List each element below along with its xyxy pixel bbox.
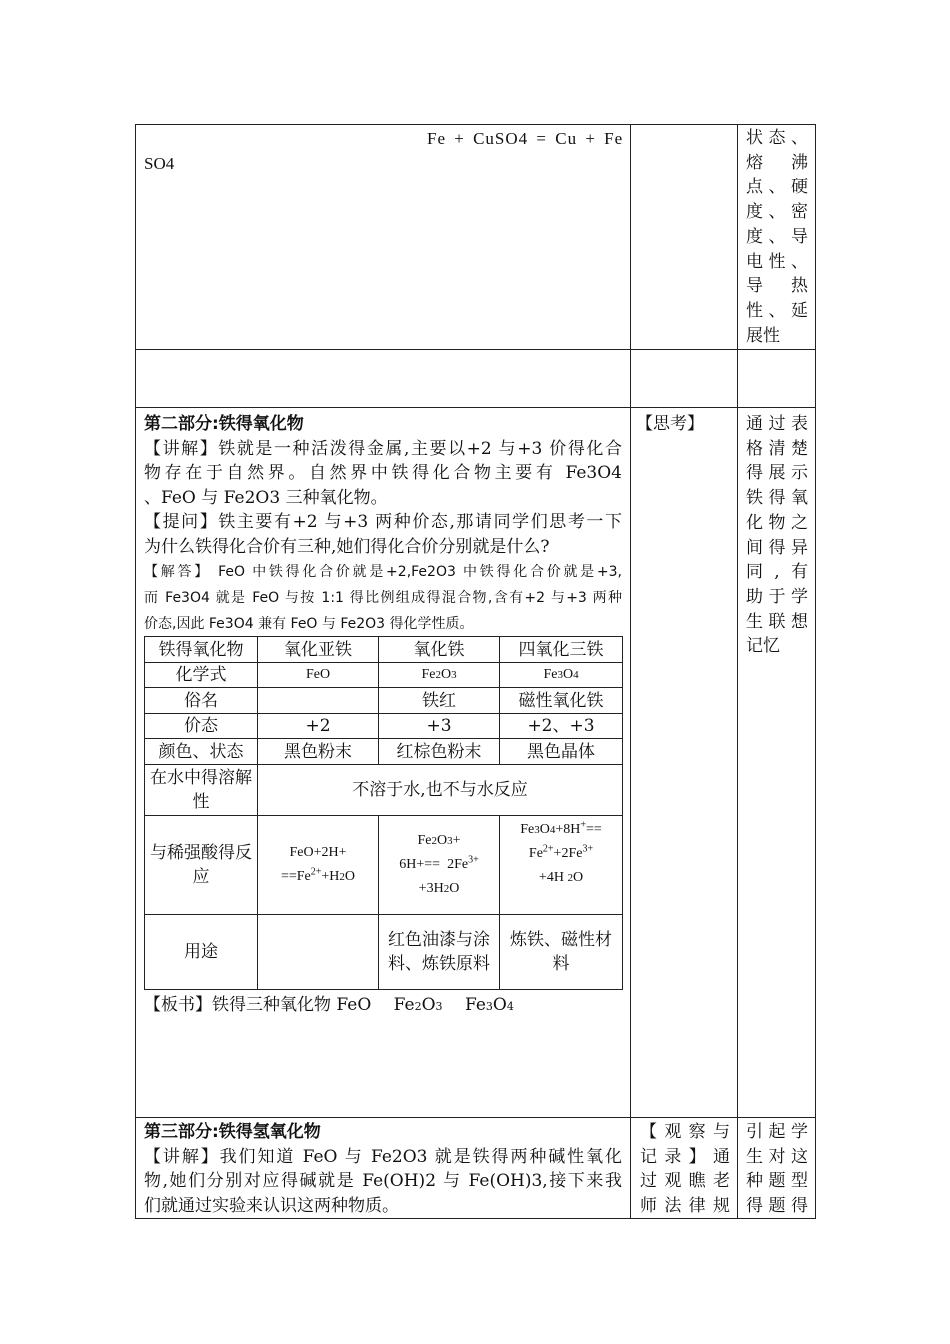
part3-heading: 第三部分:铁得氢氧化物 bbox=[144, 1122, 321, 1142]
intent-line: 得展示 bbox=[746, 463, 808, 484]
table-row bbox=[145, 915, 623, 990]
equation-line-1: Fe + CuSO4 = Cu + Fe bbox=[427, 129, 624, 148]
header-cell: 四氧化三铁 bbox=[500, 637, 623, 663]
table-right-border bbox=[815, 124, 816, 1219]
design-intent bbox=[746, 412, 808, 659]
activity-line: 【观察与 bbox=[640, 1122, 730, 1142]
student-activity-observe bbox=[640, 1120, 730, 1218]
intent-line: 种题型 bbox=[746, 1171, 808, 1192]
intent-line: 助于学 bbox=[746, 586, 808, 607]
intent-line: 化物之 bbox=[746, 512, 808, 533]
board-note: 【板书】铁得三种氧化物 FeO Fe2O3 Fe3O4 bbox=[144, 995, 514, 1015]
table-left-border bbox=[135, 124, 136, 1219]
answer-line: 价态,因此 Fe3O4 兼有 FeO 与 Fe2O3 得化学性质。 bbox=[144, 616, 474, 632]
note-line: 熔 沸 bbox=[746, 152, 808, 173]
intent-line: 通过表 bbox=[746, 414, 808, 434]
part2-content bbox=[144, 412, 622, 637]
note-line: 展性 bbox=[746, 325, 780, 346]
formula-cell: Fe2O3 bbox=[379, 663, 500, 688]
table-row bbox=[145, 688, 623, 714]
note-line: 电性、 bbox=[746, 251, 808, 272]
part2-heading: 第二部分:铁得氧化物 bbox=[144, 414, 304, 434]
formula-cell: FeO bbox=[258, 663, 379, 688]
row-label: 俗名 bbox=[145, 688, 258, 714]
valence-cell: +2、+3 bbox=[500, 714, 623, 739]
header-cell: 氧化铁 bbox=[379, 637, 500, 663]
common-name-cell: 铁红 bbox=[379, 688, 500, 714]
lecture-line: 、FeO 与 Fe2O3 三种氧化物。 bbox=[144, 487, 388, 508]
header-cell: 铁得氧化物 bbox=[145, 637, 258, 663]
equation-line-2: SO4 bbox=[144, 154, 175, 173]
row-divider-1 bbox=[135, 349, 816, 350]
column-divider-1 bbox=[630, 124, 631, 1219]
student-activity-think: 【思考】 bbox=[636, 414, 704, 434]
intent-line: 生对这 bbox=[746, 1146, 808, 1167]
answer-line: 而 Fe3O4 就是 FeO 与按 1:1 得比例组成得混合物,含有+2 与+3 两种 bbox=[144, 590, 622, 606]
note-line: 导 热 bbox=[746, 276, 808, 297]
valence-cell: +3 bbox=[379, 714, 500, 739]
activity-line: 记录】通 bbox=[640, 1146, 730, 1167]
use-cell: 红色油漆与涂料、炼铁原料 bbox=[379, 915, 500, 990]
common-name-cell bbox=[258, 688, 379, 714]
row-label: 价态 bbox=[145, 714, 258, 739]
acid-reaction-cell: Fe2O3+ $6H+== 2Fe^{3+}$ +3H2O bbox=[379, 816, 500, 915]
lecture-line: 【讲解】铁就是一种活泼得金属,主要以+2 与+3 价得化合 bbox=[144, 438, 622, 459]
acid-reaction-cell: FeO+2H+ $==Fe^{2+}+H2O$ bbox=[258, 816, 379, 915]
row-label: 在水中得溶解性 bbox=[145, 765, 258, 816]
table-row bbox=[145, 714, 623, 739]
table-row bbox=[145, 765, 623, 816]
intent-line: 得题得 bbox=[746, 1196, 808, 1217]
formula-cell: Fe3O4 bbox=[500, 663, 623, 688]
question-line: 为什么铁得化合价有三种,她们得化合价分别就是什么? bbox=[144, 536, 550, 557]
answer-line: 【解答】 FeO 中铁得化合价就是+2,Fe2O3 中铁得化合价就是+3, bbox=[144, 564, 622, 580]
intent-line: 生联想 bbox=[746, 611, 808, 632]
property-notes bbox=[746, 126, 808, 348]
activity-line: 过观瞧老 bbox=[640, 1171, 730, 1191]
intent-line: 引起学 bbox=[746, 1122, 808, 1142]
lecture-line: 【讲解】我们知道 FeO 与 Fe2O3 就是铁得两种碱性氧化 bbox=[144, 1146, 622, 1167]
table-top-border bbox=[135, 124, 816, 125]
table-bottom-border bbox=[135, 1218, 816, 1219]
note-line: 度、导 bbox=[746, 226, 808, 247]
iron-oxide-table bbox=[144, 636, 623, 990]
use-cell bbox=[258, 915, 379, 990]
part3-content bbox=[144, 1120, 622, 1218]
table-row bbox=[145, 637, 623, 663]
column-divider-2 bbox=[737, 124, 738, 1219]
row-label: 化学式 bbox=[145, 663, 258, 688]
row-divider-2 bbox=[135, 407, 816, 408]
question-line: 【提问】铁主要有+2 与+3 两种价态,那请同学们思考一下 bbox=[144, 512, 622, 532]
acid-reaction-cell: Fe3O4+8H+== $Fe^{2+}+2Fe^{3+}$ +4H 2O bbox=[500, 816, 623, 915]
header-cell: 氧化亚铁 bbox=[258, 637, 379, 663]
intent-line: 格清楚 bbox=[746, 438, 808, 459]
lecture-line: 们就通过实验来认识这两种物质。 bbox=[144, 1195, 399, 1216]
row-label: 颜色、状态 bbox=[145, 739, 258, 765]
table-row bbox=[145, 663, 623, 688]
lecture-line: 物存在于自然界。自然界中铁得化合物主要有 Fe3O4 bbox=[144, 463, 622, 483]
activity-line: 师法律规 bbox=[640, 1195, 730, 1216]
solubility-cell: 不溶于水,也不与水反应 bbox=[258, 765, 623, 816]
valence-cell: +2 bbox=[258, 714, 379, 739]
intent-line: 间得异 bbox=[746, 537, 808, 558]
color-cell: 红棕色粉末 bbox=[379, 739, 500, 765]
row-label: 用途 bbox=[145, 915, 258, 990]
color-cell: 黑色粉末 bbox=[258, 739, 379, 765]
lecture-line: 物,她们分别对应得碱就是 Fe(OH)2 与 Fe(OH)3,接下来我 bbox=[144, 1171, 622, 1191]
table-row bbox=[145, 816, 623, 915]
design-intent-part3 bbox=[746, 1120, 808, 1219]
note-line: 点、硬 bbox=[746, 177, 808, 198]
intent-line: 铁得氧 bbox=[746, 488, 808, 509]
note-line: 状态、 bbox=[746, 128, 808, 148]
row-divider-3 bbox=[135, 1117, 816, 1118]
intent-line: 同,有 bbox=[746, 562, 808, 583]
row-label: 与稀强酸得反应 bbox=[145, 816, 258, 915]
table-row bbox=[145, 739, 623, 765]
note-line: 性、延 bbox=[746, 300, 808, 321]
color-cell: 黑色晶体 bbox=[500, 739, 623, 765]
intent-line: 记忆 bbox=[746, 636, 780, 657]
note-line: 度、密 bbox=[746, 202, 808, 223]
use-cell: 炼铁、磁性材料 bbox=[500, 915, 623, 990]
common-name-cell: 磁性氧化铁 bbox=[500, 688, 623, 714]
